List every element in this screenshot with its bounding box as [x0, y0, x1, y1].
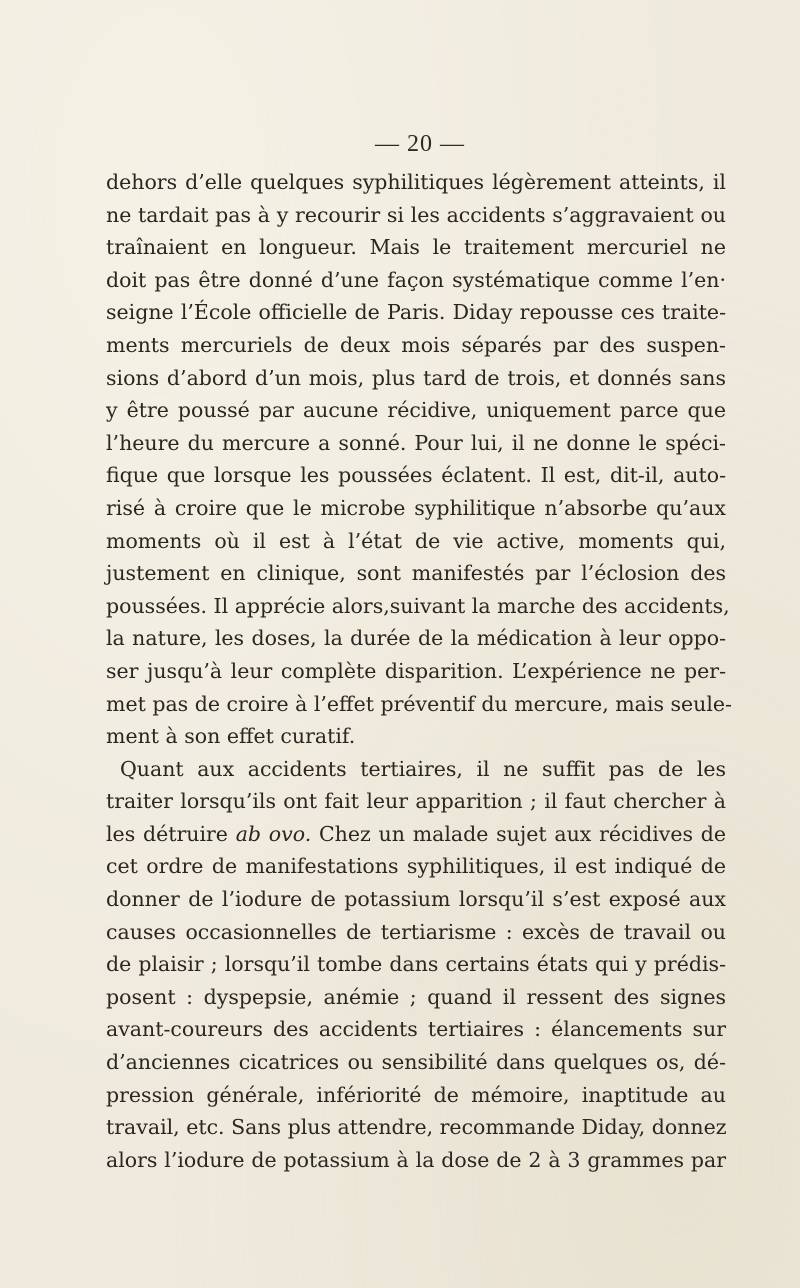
text-line: met pas de croire à l’effet préventif du mercure, mais seule-: [106, 691, 732, 716]
text-line: la nature, les doses, la durée de la médication à leur oppo-: [106, 626, 726, 651]
text-line: doit pas être donné d’une façon systématique comme l’en·: [106, 267, 726, 292]
text-line: ment à son effet curatif.: [106, 724, 356, 749]
text-line: alors l’iodure de potassium à la dose de 2 à 3 grammes par: [106, 1147, 726, 1172]
text-line: ments mercuriels de deux mois séparés par des suspen-: [106, 332, 726, 357]
text-line: traînaient en longueur. Mais le traitement mercuriel ne: [106, 235, 726, 260]
text-line: posent : dyspepsie, anémie ; quand il ressent des signes: [106, 984, 726, 1009]
page-number: — 20 —: [375, 131, 465, 157]
text-line: l’heure du mercure a sonné. Pour lui, il ne donne le spéci-: [106, 430, 726, 455]
text-line: justement en clinique, sont manifestés par l’éclosion des: [106, 561, 726, 586]
text-line: cet ordre de manifestations syphilitiques, il est indiqué de: [106, 854, 726, 879]
text-line: ser jusqu’à leur complète disparition. L’expérience ne per-: [106, 658, 726, 683]
text-line: risé à croire que le microbe syphilitique n’absorbe qu’aux: [106, 495, 726, 520]
text-line: donner de l’iodure de potassium lorsqu’il s’est exposé aux: [106, 887, 726, 912]
text-line: d’anciennes cicatrices ou sensibilité dans quelques os, dé-: [106, 1050, 726, 1075]
text-line: ne tardait pas à y recourir si les accidents s’aggravaient ou: [106, 202, 726, 227]
text-line: travail, etc. Sans plus attendre, recommande Diday, donnez: [106, 1115, 727, 1140]
text-line: y être poussé par aucune récidive, uniquement parce que: [106, 398, 726, 423]
text-line: avant-coureurs des accidents tertiaires : élancements sur: [106, 1017, 726, 1042]
body-text: [106, 166, 732, 1176]
text-line: traiter lorsqu’ils ont fait leur apparition ; il faut chercher à: [106, 789, 726, 814]
text-line: de plaisir ; lorsqu’il tombe dans certains états qui y prédis-: [106, 952, 726, 977]
text-line-with-italic: [106, 818, 726, 851]
text-line: pression générale, infériorité de mémoire, inaptitude au: [106, 1082, 726, 1107]
text-line: sions d’abord d’un mois, plus tard de trois, et donnés sans: [106, 365, 726, 390]
text-line: seigne l’École officielle de Paris. Diday repousse ces traite-: [106, 300, 726, 325]
italic-phrase: ab ovo.: [235, 821, 312, 846]
text-segment: les détruire: [106, 821, 236, 846]
text-line: fique que lorsque les poussées éclatent. Il est, dit-il, auto-: [106, 463, 726, 488]
paragraph-start-line: Quant aux accidents tertiaires, il ne suffit pas de les: [120, 756, 726, 781]
text-line: poussées. Il apprécie alors,suivant la marche des accidents,: [106, 593, 730, 618]
text-line: causes occasionnelles de tertiarisme : excès de travail ou: [106, 919, 726, 944]
text-segment: Chez un malade sujet aux récidives de: [311, 821, 726, 846]
text-line: dehors d’elle quelques syphilitiques légèrement atteints, il: [106, 170, 726, 194]
text-line: moments où il est à l’état de vie active, moments qui,: [106, 528, 726, 553]
